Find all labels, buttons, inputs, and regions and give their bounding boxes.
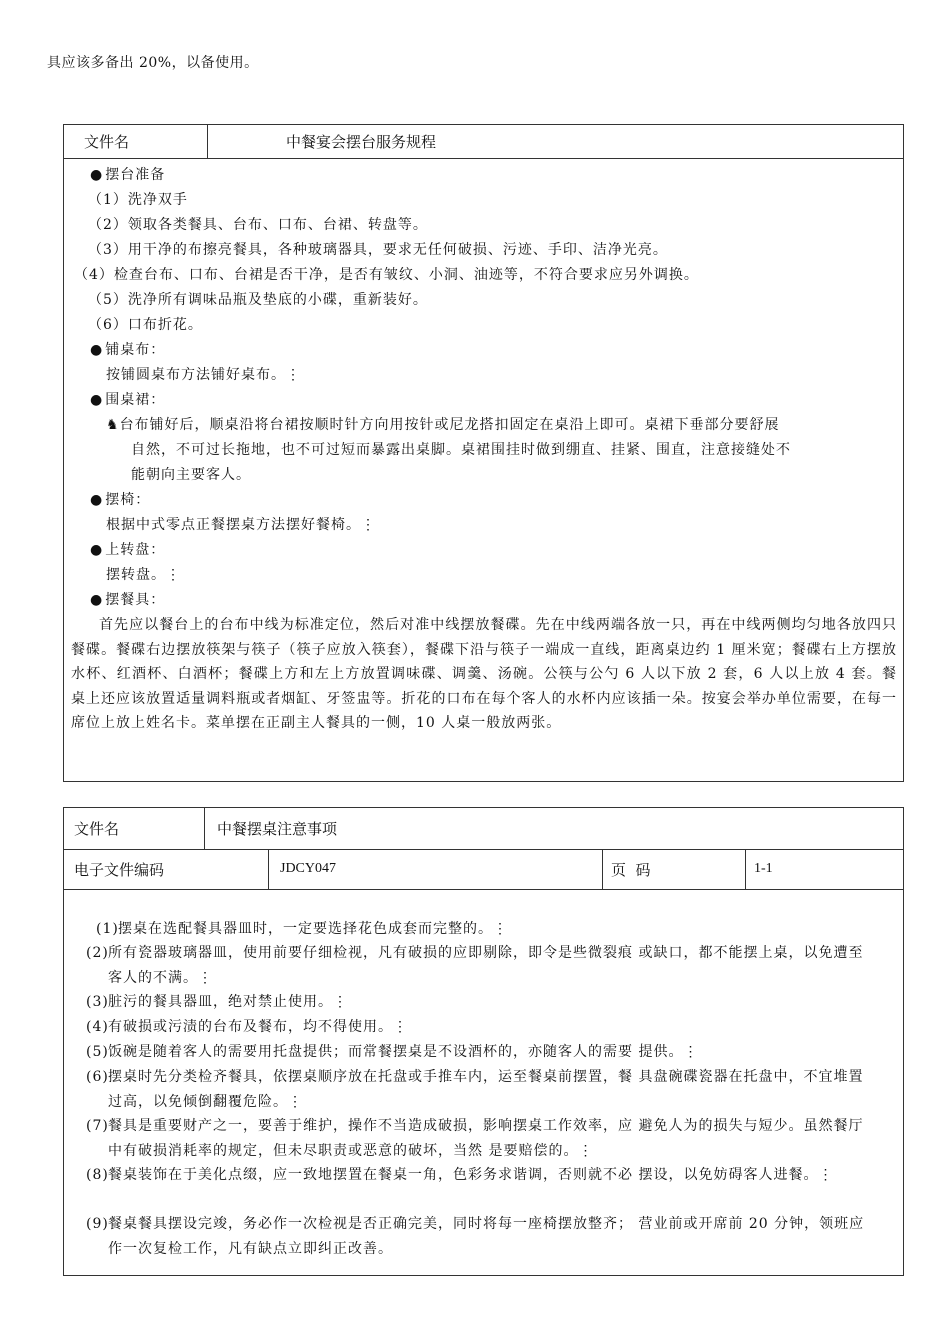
list-item: (8) 餐桌装饰在于美化点缀，应一致地摆置在餐桌一角，色彩务求谐调，否则就不必 摆设，以免妨碍客人进餐。⋮ [86, 1167, 834, 1183]
document-header-row [64, 808, 903, 850]
list-item: (4) 有破损或污渍的台布及餐布，均不得使用。⋮ [86, 1019, 408, 1035]
prep-item: （1）洗净双手 [88, 192, 188, 208]
section-heading-turntable: ● 上转盘： [90, 539, 165, 559]
document-title: 中餐摆桌注意事项 [217, 820, 338, 838]
section-heading-prep: ● 摆台准备 [90, 164, 165, 184]
prep-item: （3）用干净的布擦亮餐具，各种玻璃器具，要求无任何破损、污迹、手印、洁净光亮。 [88, 242, 668, 258]
prep-item: （2）领取各类餐具、台布、口布、台裙、转盘等。 [88, 217, 428, 233]
file-name-label: 文件名 [84, 133, 130, 151]
prep-item: （6）口布折花。 [88, 317, 203, 333]
file-name-label: 文件名 [74, 820, 120, 838]
skirt-line: 能朝向主要客人。 [131, 467, 251, 483]
tableware-paragraph: 首先应以餐台上的台布中线为标准定位，然后对准中线摆放餐碟。先在中线两端各放一只，再在中线两侧均匀地各放四只餐碟。餐碟右边摆放筷架与筷子（筷子应放入筷套），餐碟下沿与筷子一端成一直线，距离桌边约 1 厘米宽；餐碟右上方摆放水杯、红酒杯、白酒杯；餐碟上方和左上方放置调味碟、调羹、汤碗。公筷与公勺 6 人以下放 2 套，6 人以上放 4 套。餐桌上还应该放置适量调料瓶或者烟缸、牙签盅等。折花的口布在每个客人的水杯内应该插一朵。按宴会举办单位需要，在每一席位上放上姓名卡。菜单摆在正副主人餐具的一侧，10 人桌一般放两张。 [71, 617, 897, 731]
prep-item: （5）洗净所有调味品瓶及垫底的小碟，重新装好。 [88, 292, 428, 308]
file-code-value: JDCY047 [280, 861, 337, 876]
document-title: 中餐宴会摆台服务规程 [286, 133, 437, 151]
document-header-row [64, 125, 903, 159]
list-item: (3) 脏污的餐具器皿，绝对禁止使用。⋮ [86, 994, 348, 1010]
list-item: (6) 摆桌时先分类检齐餐具，依摆桌顺序放在托盘或手推车内，运至餐桌前摆置，餐 具盘碗碟瓷器在托盘中，不宜堆置过高，以免倾倒翻覆危险。⋮ [86, 1069, 864, 1110]
procedure-document [63, 124, 904, 782]
list-item: (2) 所有瓷器玻璃器皿，使用前要仔细检视，凡有破损的应即剔除，即令是些微裂痕 或缺口，都不能摆上桌，以免遭至客人的不满。⋮ [86, 945, 864, 986]
section-heading-skirt: ● 围桌裙： [90, 389, 165, 409]
section-heading-tableware: ● 摆餐具： [90, 589, 165, 609]
list-item: (7) 餐具是重要财产之一，要善于维护，操作不当造成破损，影响摆桌工作效率，应 避免人为的损失与短少。虽然餐厅中有破损消耗率的规定，但未尽职责或恶意的破坏，当然 是要赔偿的。⋮ [86, 1118, 864, 1159]
page-label: 页 码 [611, 860, 651, 879]
turntable-text: 摆转盘。⋮ [106, 567, 181, 583]
skirt-line [106, 414, 780, 434]
knight-icon: ♞ [106, 417, 120, 433]
page-value: 1-1 [754, 861, 773, 876]
tablecloth-text: 按铺圆桌布方法铺好桌布。⋮ [106, 367, 301, 383]
notice-document [63, 807, 904, 1276]
skirt-text: 台布铺好后，顺桌沿将台裙按顺时针方向用按针或尼龙搭扣固定在桌沿上即可。桌裙下垂部分要舒展 [119, 417, 780, 433]
file-code-label: 电子文件编码 [74, 860, 165, 879]
list-item: (9) 餐桌餐具摆设完竣，务必作一次检视是否正确完美，同时将每一座椅摆放整齐； 营业前或开席前 20 分钟，领班应作一次复检工作，凡有缺点立即纠正改善。 [86, 1216, 865, 1257]
section-heading-chair: ● 摆椅： [90, 489, 150, 509]
list-item: (1) 摆桌在选配餐具器皿时，一定要选择花色成套而完整的。⋮ [96, 921, 508, 937]
prep-item: （4）检查台布、口布、台裙是否干净，是否有皱纹、小洞、油迹等，不符合要求应另外调换。 [74, 267, 699, 283]
section-heading-tablecloth: ● 铺桌布： [90, 339, 165, 359]
list-item: (5) 饭碗是随着客人的需要用托盘提供；而常餐摆桌是不设酒杯的，亦随客人的需要 提供。⋮ [86, 1044, 699, 1060]
skirt-line: 自然，不可过长拖地，也不可过短而暴露出桌脚。桌裙围挂时做到绷直、挂紧、围直，注意接缝处不 [131, 442, 791, 458]
top-text-line: 具应该多备出 20%，以备使用。 [47, 55, 259, 71]
chair-text: 根据中式零点正餐摆桌方法摆好餐椅。⋮ [106, 517, 376, 533]
document-meta-row [64, 849, 903, 890]
